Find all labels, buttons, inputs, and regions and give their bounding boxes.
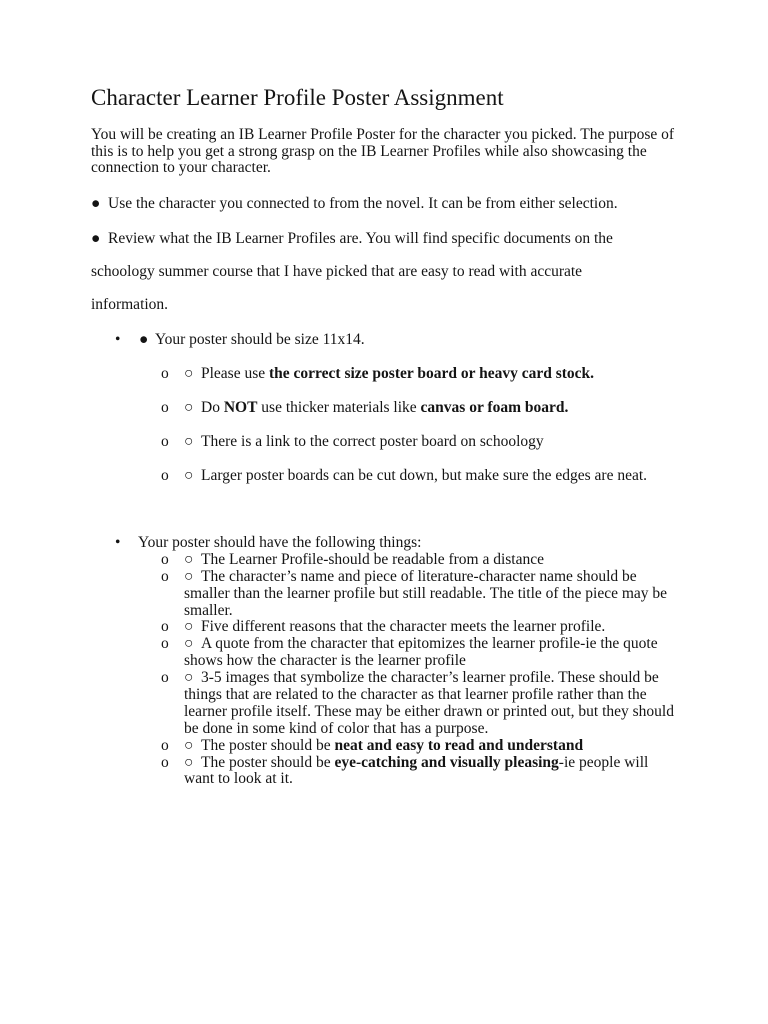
open-circle-icon: ○ — [184, 753, 194, 771]
sub-item-line — [0, 433, 768, 450]
bullet-dot-icon: • — [115, 534, 121, 551]
sub-item-line: shows how the character is the learner profile — [184, 652, 466, 670]
bullet-item-review-profiles — [0, 222, 768, 321]
sub-bullet-o-icon: o — [161, 736, 169, 754]
sub-bullet-o-icon: o — [161, 365, 169, 382]
open-circle-icon: ○ — [184, 618, 194, 636]
sub-bullet-o-icon: o — [161, 567, 169, 585]
requirement-item — [0, 636, 768, 670]
sub-item-line: want to look at it. — [184, 770, 293, 788]
bullet-line: schoology summer course that I have picked that are easy to read with accurate — [91, 262, 583, 280]
sub-item-line — [0, 738, 768, 755]
sub-bullet-o-icon: o — [161, 618, 169, 636]
open-circle-icon: ○ — [184, 635, 194, 653]
sub-bullet-o-icon: o — [161, 467, 169, 484]
intro-line: this is to help you get a strong grasp on the IB Learner Profiles while also showcasing the — [91, 142, 647, 160]
sub-item-materials — [0, 399, 768, 416]
open-circle-icon: ○ — [184, 399, 194, 416]
sub-bullet-o-icon: o — [161, 399, 169, 416]
sub-item-line — [0, 670, 768, 687]
requirement-item — [0, 569, 768, 620]
intro-line: connection to your character. — [91, 159, 271, 176]
sub-item-line: smaller. — [184, 601, 233, 619]
open-circle-icon: ○ — [184, 467, 194, 484]
bullet-line — [0, 195, 768, 212]
requirement-item — [0, 738, 768, 755]
requirement-item — [0, 755, 768, 789]
sub-item-line: things that are related to the character as that learner profile rather than the — [184, 686, 647, 704]
filled-circle-icon: ● — [139, 331, 149, 348]
open-circle-icon: ○ — [184, 567, 194, 585]
requirement-item — [0, 670, 768, 738]
requirement-item — [0, 552, 768, 569]
sub-item-link — [0, 433, 768, 450]
sub-bullet-o-icon: o — [161, 635, 169, 653]
sub-item-emphasis: neat and easy to read and understand — [334, 736, 584, 754]
sub-item-line: smaller than the learner profile but still readable. The title of the piece may be — [184, 584, 668, 602]
intro-line: You will be creating an IB Learner Profile Poster for the character you picked. The purpose of — [91, 126, 675, 143]
requirements-list — [0, 535, 768, 788]
sub-item-text: The poster should be — [201, 736, 335, 754]
sub-item-text: Larger poster boards can be cut down, but make sure the edges are neat. — [201, 467, 648, 484]
filled-circle-icon: ● — [91, 195, 101, 212]
sub-item-line — [0, 569, 768, 586]
intro-paragraph — [0, 127, 768, 177]
bullet-item-use-character — [0, 195, 768, 212]
list-item-line — [0, 535, 768, 552]
sub-item-emphasis: eye-catching and visually pleasing — [334, 753, 559, 771]
sub-item-emphasis: NOT — [223, 399, 258, 416]
list-item-text: Your poster should be size 11x14. — [155, 331, 365, 348]
sub-item-text: A quote from the character that epitomizes the learner profile-ie the quote — [201, 635, 658, 653]
sub-item-line — [0, 636, 768, 653]
sub-item-text: 3-5 images that symbolize the character’s learner profile. These should be — [201, 669, 659, 687]
bullet-text: Review what the IB Learner Profiles are. You will find specific documents on the — [108, 229, 613, 247]
sub-bullet-o-icon: o — [161, 753, 169, 771]
sub-item-poster-board — [0, 365, 768, 382]
sub-item-text: There is a link to the correct poster board on schoology — [201, 433, 544, 450]
sub-item-emphasis: canvas or foam board. — [420, 399, 569, 416]
sub-item-text: Five different reasons that the character meets the learner profile. — [201, 618, 606, 636]
sub-item-text: The poster should be — [201, 753, 335, 771]
open-circle-icon: ○ — [184, 550, 194, 568]
open-circle-icon: ○ — [184, 669, 194, 687]
requirement-item — [0, 619, 768, 636]
bullet-line — [0, 222, 768, 255]
sub-item-line — [0, 552, 768, 569]
bullet-dot-icon: • — [115, 331, 121, 348]
sub-bullet-o-icon: o — [161, 550, 169, 568]
sub-item-cut-down — [0, 467, 768, 484]
open-circle-icon: ○ — [184, 736, 194, 754]
list-item-text: Your poster should have the following things: — [138, 534, 422, 551]
sub-item-line — [0, 467, 768, 484]
list-item-poster-size — [0, 331, 768, 348]
sub-item-text: The Learner Profile-should be readable from a distance — [201, 550, 544, 568]
sub-item-text: The character’s name and piece of literature-character name should be — [201, 567, 637, 585]
sub-item-line: learner profile itself. These may be either drawn or printed out, but they should — [184, 702, 674, 720]
sub-item-line: be done in some kind of color that has a purpose. — [184, 719, 489, 737]
sub-item-line — [0, 365, 768, 382]
open-circle-icon: ○ — [184, 365, 194, 382]
sub-item-emphasis: the correct size poster board or heavy card stock. — [269, 365, 595, 382]
list-item-line — [0, 331, 768, 348]
bullet-line: information. — [91, 295, 169, 313]
sub-item-text: Please use — [201, 365, 270, 382]
filled-circle-icon: ● — [91, 229, 101, 247]
sub-item-line — [0, 399, 768, 416]
sub-bullet-o-icon: o — [161, 433, 169, 450]
sub-item-text: use thicker materials like — [257, 399, 421, 416]
bullet-text: Use the character you connected to from the novel. It can be from either selection. — [108, 195, 618, 212]
sub-item-text: Do — [201, 399, 224, 416]
sub-item-text: -ie people will — [558, 753, 649, 771]
sub-item-line — [0, 619, 768, 636]
sub-item-line — [0, 755, 768, 772]
open-circle-icon: ○ — [184, 433, 194, 450]
document-title: Character Learner Profile Poster Assignment — [91, 85, 504, 110]
sub-bullet-o-icon: o — [161, 669, 169, 687]
